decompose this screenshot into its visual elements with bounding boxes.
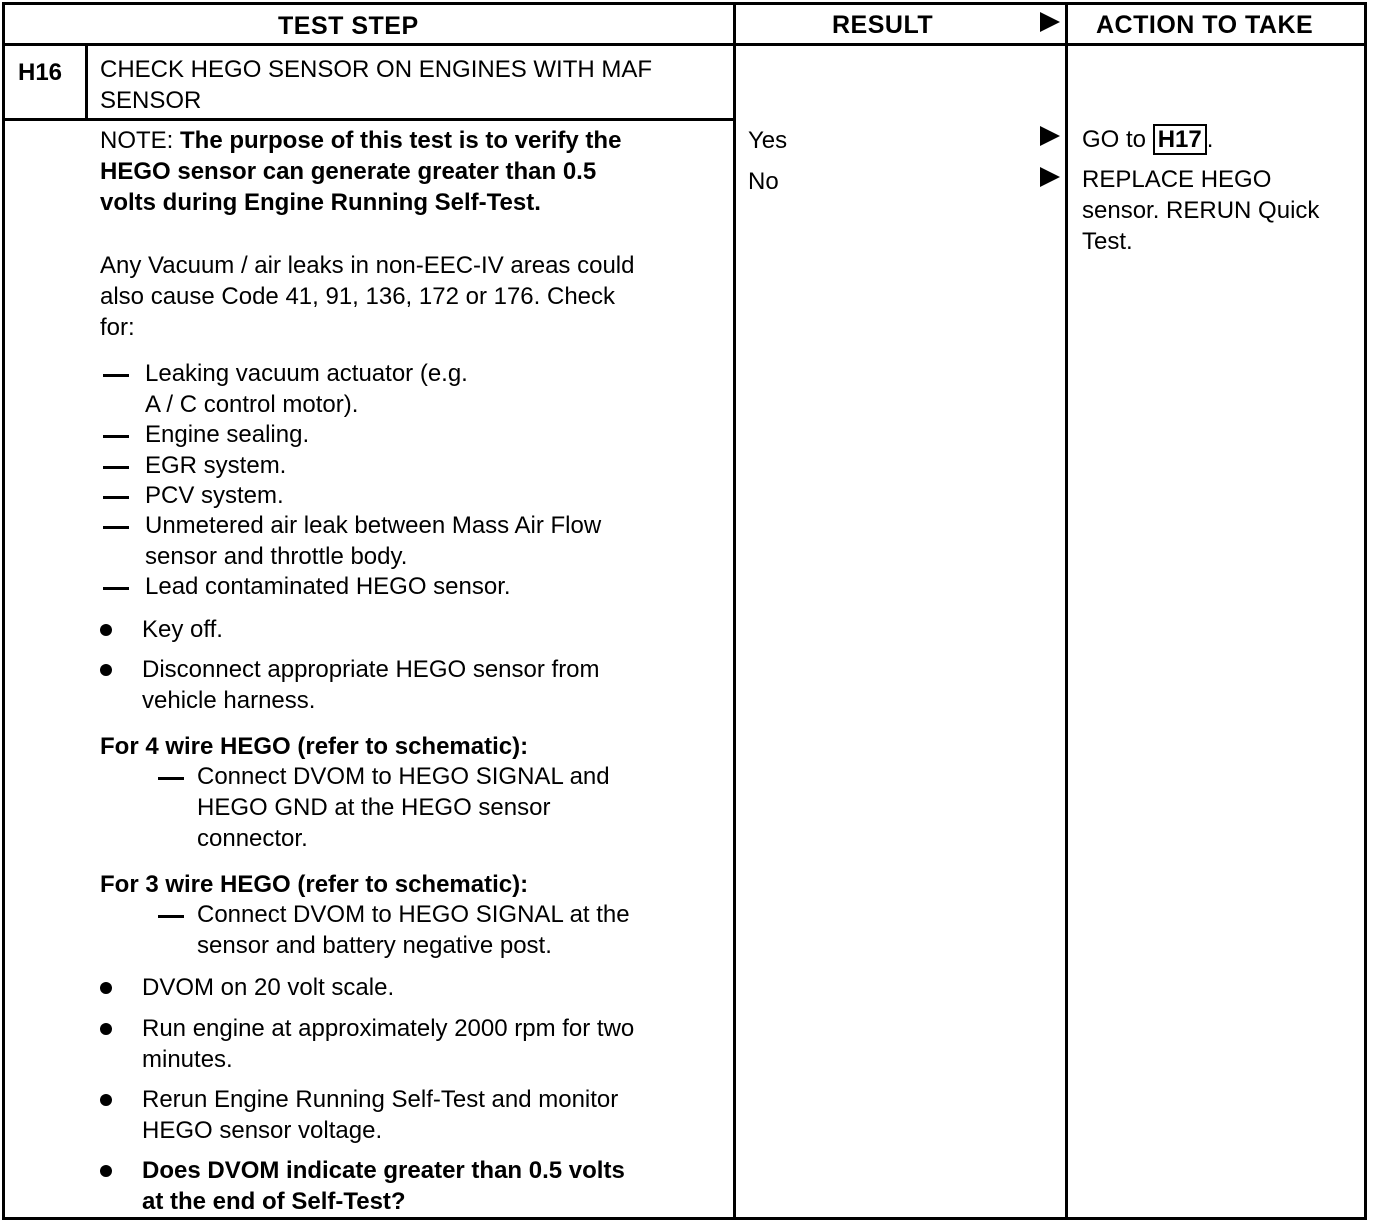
column-divider-action — [1065, 2, 1068, 1220]
dash-item: EGR system. — [145, 452, 287, 479]
dash-marker — [103, 466, 129, 469]
bullet-dot-icon — [100, 624, 112, 636]
header-action-to-take: ACTION TO TAKE — [1096, 11, 1314, 39]
header-test-step: TEST STEP — [278, 12, 419, 40]
action-yes — [1082, 124, 1213, 155]
four-wire-heading: For 4 wire HEGO (refer to schematic): — [100, 733, 529, 760]
dash-marker — [103, 374, 129, 377]
dash-item: Lead contaminated HEGO sensor. — [145, 573, 511, 600]
action-no-line3: Test. — [1082, 228, 1133, 255]
dash-item: Engine sealing. — [145, 421, 310, 448]
header-result: RESULT — [832, 11, 934, 39]
vacuum-line1: Any Vacuum / air leaks in non-EEC-IV areas could — [100, 252, 635, 279]
dash-marker — [158, 777, 184, 780]
dash-marker — [103, 587, 129, 590]
note-line2: HEGO sensor can generate greater than 0.5 — [100, 158, 597, 185]
dash-marker — [158, 915, 184, 918]
bullet-key-off: Key off. — [142, 616, 223, 643]
table-right-border — [1364, 2, 1367, 1220]
note-text: The purpose of this test is to verify the — [180, 127, 622, 154]
step-id: H16 — [18, 59, 63, 86]
four-wire-line3: connector. — [197, 825, 308, 852]
step-reference-h17[interactable]: H17 — [1153, 124, 1207, 155]
dash-marker — [103, 526, 129, 529]
note-line1 — [100, 125, 621, 156]
dash-marker — [103, 435, 129, 438]
vacuum-line3: for: — [100, 314, 135, 341]
step-title-line1: CHECK HEGO SENSOR ON ENGINES WITH MAF — [100, 56, 653, 83]
dash-item-continued: A / C control motor). — [145, 391, 359, 418]
three-wire-heading: For 3 wire HEGO (refer to schematic): — [100, 871, 529, 898]
bullet-run-engine-line1: Run engine at approximately 2000 rpm for two — [142, 1015, 635, 1042]
bullet-rerun-line2: HEGO sensor voltage. — [142, 1117, 383, 1144]
header-bottom-border — [2, 43, 1367, 46]
bullet-question-line2: at the end of Self-Test? — [142, 1188, 406, 1215]
table-top-border — [2, 2, 1366, 5]
header-arrow-icon — [1040, 12, 1060, 32]
bullet-disconnect-line2: vehicle harness. — [142, 687, 316, 714]
bullet-dot-icon — [100, 664, 112, 676]
dash-item: Unmetered air leak between Mass Air Flow — [145, 512, 602, 539]
result-no: No — [748, 168, 779, 195]
step-title-line2: SENSOR — [100, 87, 202, 114]
bullet-dvom-scale: DVOM on 20 volt scale. — [142, 974, 395, 1001]
three-wire-line2: sensor and battery negative post. — [197, 932, 552, 959]
bullet-disconnect-line1: Disconnect appropriate HEGO sensor from — [142, 656, 600, 683]
result-no-arrow-icon — [1040, 167, 1060, 187]
step-id-divider — [85, 43, 88, 121]
step-title-bottom-border — [2, 118, 736, 121]
action-no-line2: sensor. RERUN Quick — [1082, 197, 1320, 224]
three-wire-line1: Connect DVOM to HEGO SIGNAL at the — [197, 901, 630, 928]
note-prefix: NOTE: — [100, 127, 181, 154]
bullet-dot-icon — [100, 982, 112, 994]
dash-marker — [103, 496, 129, 499]
action-yes-prefix: GO to — [1082, 126, 1153, 153]
bullet-run-engine-line2: minutes. — [142, 1046, 233, 1073]
column-divider-result — [733, 2, 736, 1220]
bullet-dot-icon — [100, 1023, 112, 1035]
bullet-question-line1: Does DVOM indicate greater than 0.5 volts — [142, 1157, 625, 1184]
table-left-border — [2, 2, 5, 1220]
vacuum-line2: also cause Code 41, 91, 136, 172 or 176. Check — [100, 283, 616, 310]
dash-item-continued: sensor and throttle body. — [145, 543, 408, 570]
dash-item: PCV system. — [145, 482, 284, 509]
action-no-line1: REPLACE HEGO — [1082, 166, 1272, 193]
result-yes: Yes — [748, 127, 788, 154]
four-wire-line1: Connect DVOM to HEGO SIGNAL and — [197, 763, 610, 790]
note-line3: volts during Engine Running Self-Test. — [100, 189, 541, 216]
bullet-dot-icon — [100, 1165, 112, 1177]
table-bottom-border — [2, 1217, 1367, 1220]
bullet-dot-icon — [100, 1094, 112, 1106]
bullet-rerun-line1: Rerun Engine Running Self-Test and monitor — [142, 1086, 619, 1113]
action-yes-suffix: . — [1206, 126, 1214, 153]
four-wire-line2: HEGO GND at the HEGO sensor — [197, 794, 551, 821]
dash-item: Leaking vacuum actuator (e.g. — [145, 360, 468, 387]
result-yes-arrow-icon — [1040, 126, 1060, 146]
